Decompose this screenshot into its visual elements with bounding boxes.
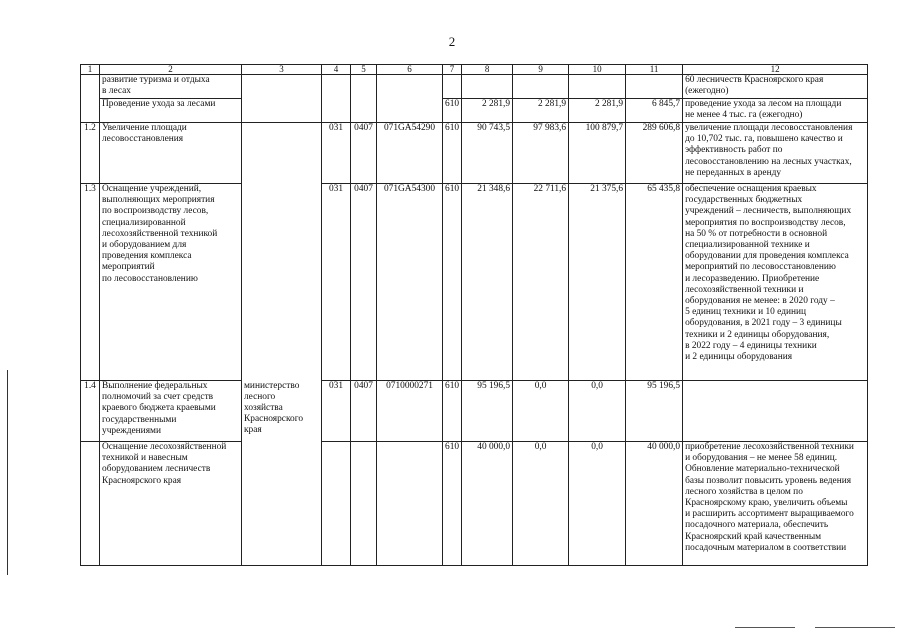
section-code [351, 442, 377, 566]
year-1-amount: 21 348,6 [462, 184, 513, 381]
table-row [81, 381, 868, 442]
row-number: 1.4 [81, 381, 100, 442]
activity-name: Выполнение федеральных полномочий за счет средств краевого бюджета краевыми государственными учреждениями [100, 381, 242, 442]
target-article-code: 0710000271 [377, 381, 443, 442]
expense-type-code: 610 [443, 123, 462, 184]
program-activities-table [80, 64, 868, 566]
header-col-6: 6 [377, 65, 443, 75]
activity-name: развитие туризма и отдыха в лесах [100, 75, 242, 99]
expense-type-code: 610 [443, 99, 462, 123]
header-col-12: 12 [683, 65, 868, 75]
activity-name: Проведение ухода за лесами [100, 99, 242, 123]
row-number [81, 442, 100, 566]
activity-name: Оснащение учреждений, выполняющих мероприятия по воспроизводству лесов, специализированной лесохозяйственной техникой и оборудованием для проведения комплекса мероприятий по лесовосстановлению [100, 184, 242, 381]
table-row [81, 123, 868, 184]
header-col-1: 1 [81, 65, 100, 75]
year-1-amount: 2 281,9 [462, 99, 513, 123]
year-3-amount [569, 75, 626, 99]
header-col-11: 11 [626, 65, 683, 75]
table-row [81, 442, 868, 566]
year-2-amount: 0,0 [513, 381, 569, 442]
table-header-row [81, 65, 868, 75]
total-amount: 65 435,8 [626, 184, 683, 381]
page-number: 2 [448, 34, 456, 49]
year-2-amount: 22 711,6 [513, 184, 569, 381]
year-3-amount: 21 375,6 [569, 184, 626, 381]
expected-result: увеличение площади лесовосстановления до 10,702 тыс. га, повышено качество и эффективность работ по лесовосстановлению на лесных участках, не переданных в аренду [683, 123, 868, 184]
grbs-code: 031 [322, 381, 351, 442]
row-number [81, 99, 100, 123]
scan-margin-line [7, 370, 8, 575]
table-row [81, 99, 868, 123]
scan-artifact-line [815, 627, 895, 628]
total-amount: 289 606,8 [626, 123, 683, 184]
activity-name: Увеличение площади лесовосстановления [100, 123, 242, 184]
expense-type-code: 610 [443, 184, 462, 381]
responsible-executor [242, 75, 322, 99]
target-article-code [377, 99, 443, 123]
header-col-3: 3 [242, 65, 322, 75]
year-1-amount: 90 743,5 [462, 123, 513, 184]
year-3-amount: 100 879,7 [569, 123, 626, 184]
grbs-code [322, 99, 351, 123]
table-row [81, 184, 868, 381]
section-code [351, 99, 377, 123]
expense-type-code: 610 [443, 442, 462, 566]
scan-artifact-line [735, 627, 795, 628]
grbs-code: 031 [322, 123, 351, 184]
expected-result [683, 381, 868, 442]
table-row [81, 75, 868, 99]
year-3-amount: 0,0 [569, 442, 626, 566]
target-article-code [377, 75, 443, 99]
row-number: 1.3 [81, 184, 100, 381]
header-col-8: 8 [462, 65, 513, 75]
target-article-code: 071GA54300 [377, 184, 443, 381]
section-code: 0407 [351, 381, 377, 442]
total-amount: 40 000,0 [626, 442, 683, 566]
header-col-5: 5 [351, 65, 377, 75]
year-1-amount: 95 196,5 [462, 381, 513, 442]
responsible-executor [242, 184, 322, 381]
year-3-amount: 2 281,9 [569, 99, 626, 123]
expected-result: обеспечение оснащения краевых государственных бюджетных учреждений – лесничеств, выполняющих мероприятия по воспроизводству лесов, на 50 % от потребности в основной специализированной технике и оборудовании для проведения комплекса мероприятий по лесовосстановлению и лесоразведению. Приобретение лесохозяйственной техники и оборудования не менее: в 2020 году – 5 единиц техники и 10 единиц оборудования, в 2021 году – 3 единицы техники и 2 единицы оборудования, в 2022 году – 4 единицы техники и 2 единицы оборудования [683, 184, 868, 381]
responsible-executor [242, 123, 322, 184]
row-number [81, 75, 100, 99]
header-col-10: 10 [569, 65, 626, 75]
responsible-executor [242, 99, 322, 123]
header-col-9: 9 [513, 65, 569, 75]
activity-name: Оснащение лесохозяйственной техникой и навесным оборудованием лесничеств Красноярского края [100, 442, 242, 566]
expense-type-code [443, 75, 462, 99]
section-code: 0407 [351, 123, 377, 184]
expected-result: 60 лесничеств Красноярского края (ежегодно) [683, 75, 868, 99]
total-amount: 95 196,5 [626, 381, 683, 442]
section-code: 0407 [351, 184, 377, 381]
year-2-amount: 0,0 [513, 442, 569, 566]
year-3-amount: 0,0 [569, 381, 626, 442]
header-col-4: 4 [322, 65, 351, 75]
expected-result: проведение ухода за лесом на площади не менее 4 тыс. га (ежегодно) [683, 99, 868, 123]
total-amount: 6 845,7 [626, 99, 683, 123]
grbs-code [322, 442, 351, 566]
year-1-amount [462, 75, 513, 99]
target-article-code [377, 442, 443, 566]
target-article-code: 071GA54290 [377, 123, 443, 184]
grbs-code [322, 75, 351, 99]
header-col-7: 7 [443, 65, 462, 75]
header-col-2: 2 [100, 65, 242, 75]
row-number: 1.2 [81, 123, 100, 184]
total-amount [626, 75, 683, 99]
section-code [351, 75, 377, 99]
grbs-code: 031 [322, 184, 351, 381]
expense-type-code: 610 [443, 381, 462, 442]
year-2-amount: 97 983,6 [513, 123, 569, 184]
expected-result: приобретение лесохозяйственной техники и оборудования – не менее 58 единиц. Обновление материально-технической базы позволит повысить уровень ведения лесного хозяйства в целом по Красноярскому краю, увеличить объемы и расширить ассортимент выращиваемого посадочного материала, обеспечить Красноярский край качественным посадочным материалом в соответствии [683, 442, 868, 566]
year-2-amount: 2 281,9 [513, 99, 569, 123]
year-1-amount: 40 000,0 [462, 442, 513, 566]
responsible-executor: министерство лесного хозяйства Красноярского края [242, 381, 322, 566]
year-2-amount [513, 75, 569, 99]
